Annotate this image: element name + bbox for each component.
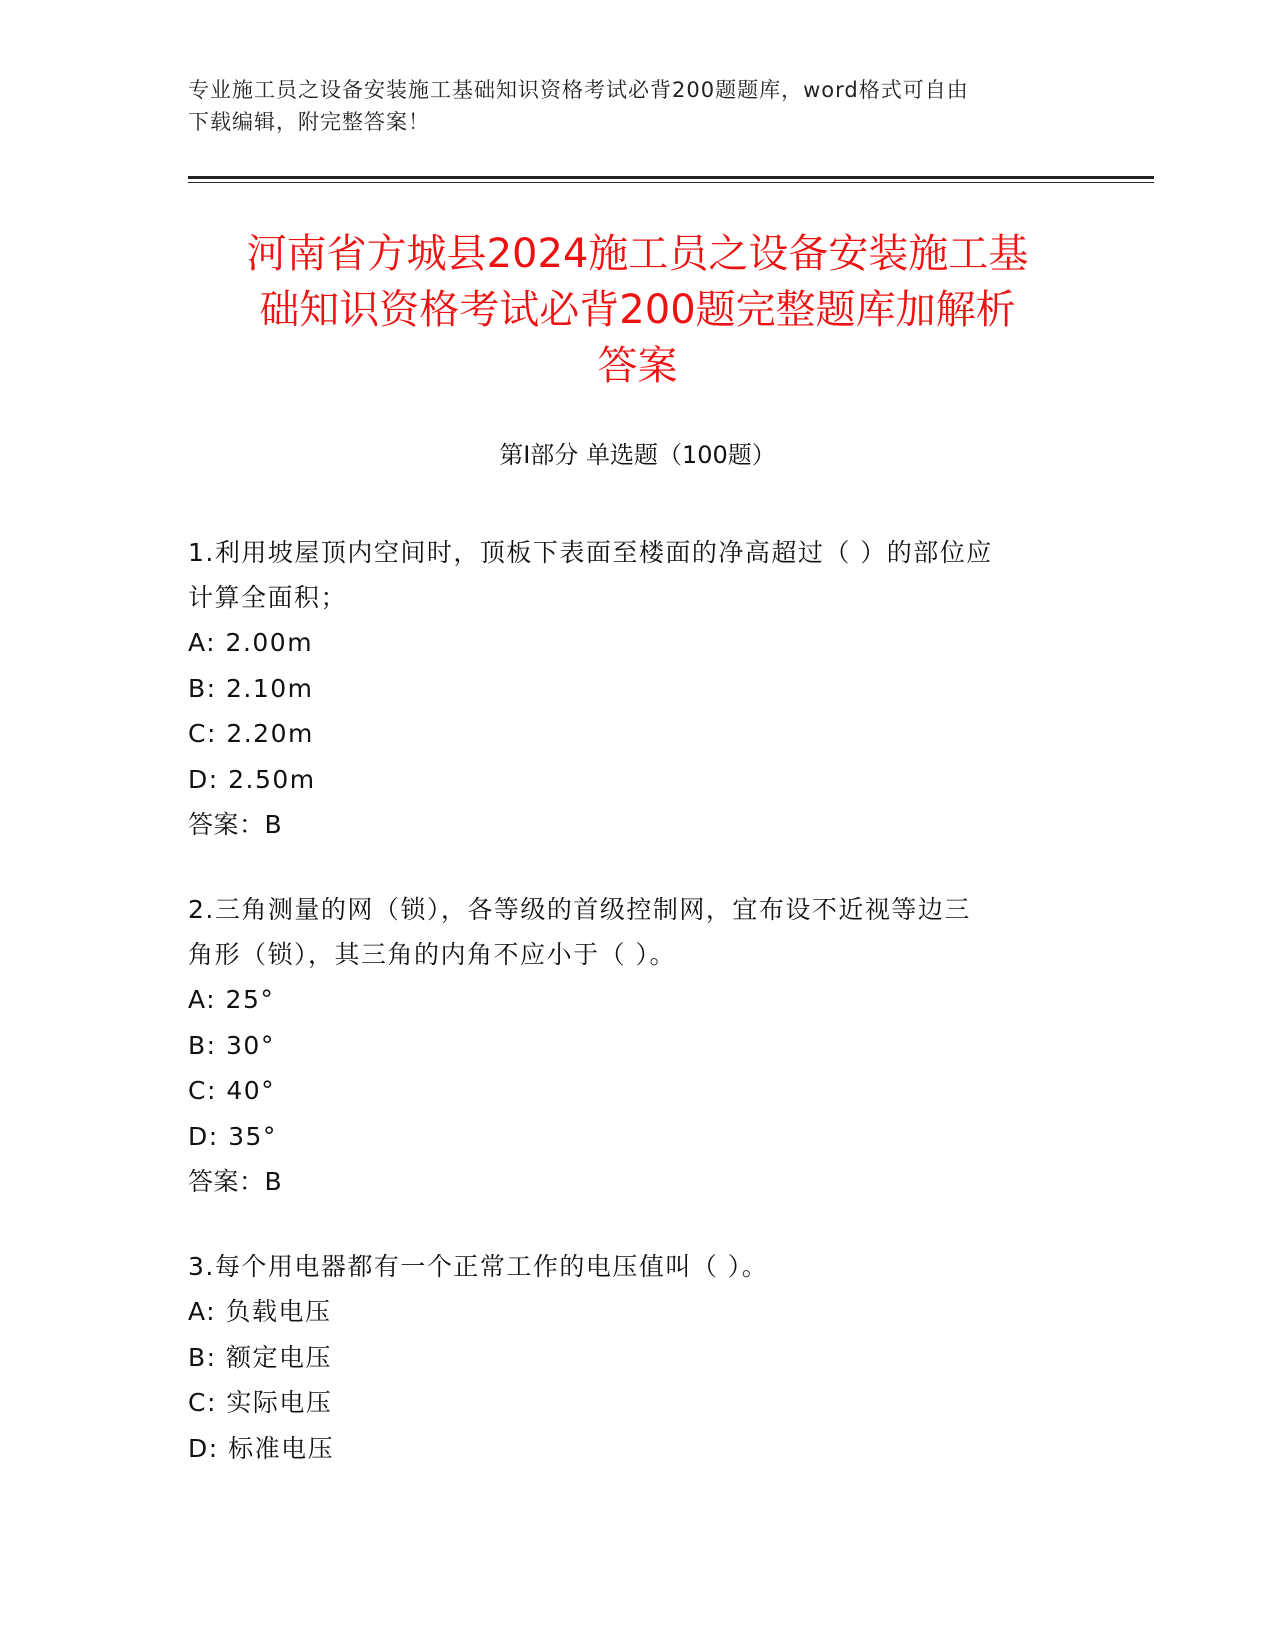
title-line1: 河南省方城县2024施工员之设备安装施工基	[246, 231, 1029, 277]
option-b: B: 额定电压	[188, 1342, 333, 1372]
option-b: B: 30°	[188, 1030, 275, 1060]
option-d: D: 35°	[188, 1121, 277, 1151]
answer-line: 答案：B	[188, 1167, 283, 1196]
option-c: C: 40°	[188, 1076, 276, 1105]
question-stem	[188, 530, 1088, 620]
question-stem	[188, 887, 1088, 977]
answer-line: 答案：B	[188, 810, 283, 839]
question-stem-line: 2.三角测量的网（锁），各等级的首级控制网，宜布设不近视等边三	[188, 895, 971, 924]
question-1	[188, 530, 1088, 847]
question-stem-line: 3.每个用电器都有一个正常工作的电压值叫（ ）。	[188, 1252, 769, 1281]
question-stem-line: 1.利用坡屋顶内空间时，顶板下表面至楼面的净高超过（ ）的部位应	[188, 538, 993, 567]
question-stem-line: 角形（锁），其三角的内角不应小于（ ）。	[188, 940, 676, 969]
document-title	[150, 226, 1125, 394]
option-d: D: 2.50m	[188, 764, 316, 794]
header-rule-thin	[188, 182, 1154, 183]
section-heading: 第I部分 单选题（100题）	[499, 441, 776, 469]
header-rule-thick	[188, 176, 1154, 179]
header-note-line1: 专业施工员之设备安装施工基础知识资格考试必背200题题库，word格式可自由	[188, 78, 969, 102]
option-b: B: 2.10m	[188, 673, 314, 703]
option-a: A: 2.00m	[188, 628, 314, 657]
title-line3: 答案	[597, 343, 678, 389]
option-c: C: 实际电压	[188, 1388, 333, 1417]
question-2	[188, 887, 1088, 1204]
option-a: A: 负载电压	[188, 1297, 332, 1326]
question-3	[188, 1244, 1088, 1471]
header-note	[188, 74, 1088, 138]
option-d: D: 标准电压	[188, 1433, 335, 1463]
question-stem-line: 计算全面积；	[188, 583, 348, 612]
title-line2: 础知识资格考试必背200题完整题库加解析	[259, 287, 1016, 333]
option-a: A: 25°	[188, 985, 275, 1014]
header-note-line2: 下载编辑，附完整答案！	[188, 110, 430, 134]
question-stem	[188, 1244, 1088, 1289]
option-c: C: 2.20m	[188, 719, 314, 748]
question-list	[188, 530, 1088, 1511]
